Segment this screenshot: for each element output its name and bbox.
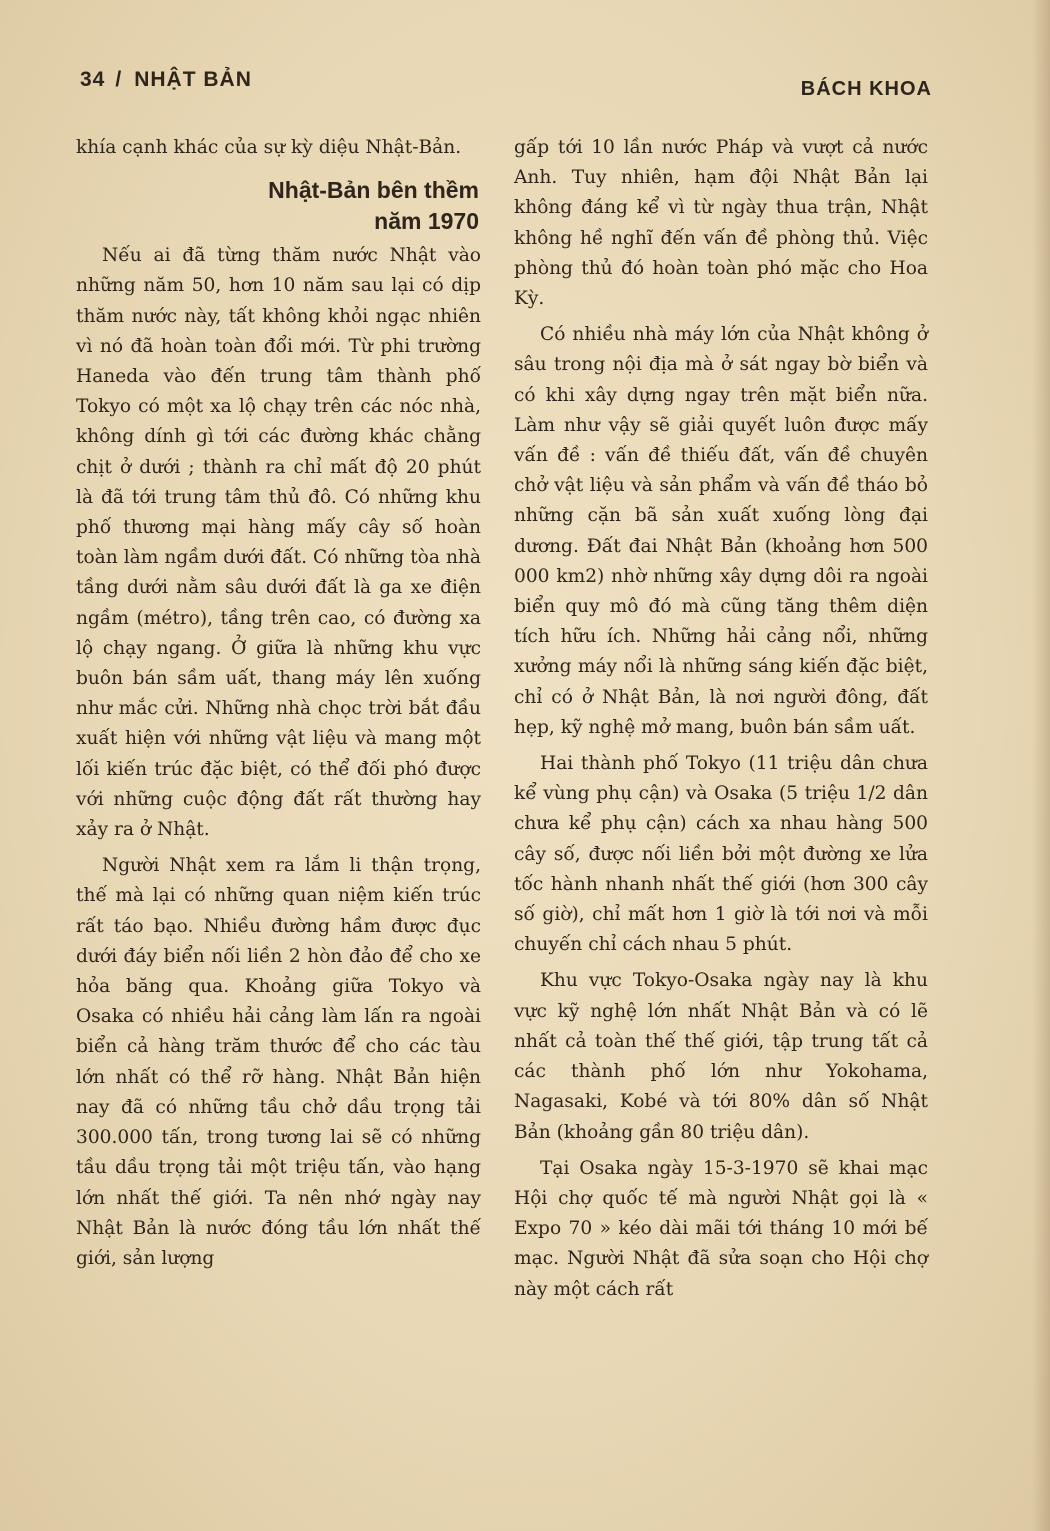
- paragraph: Hai thành phố Tokyo (11 triệu dân chưa kể vùng phụ cận) và Osaka (5 triệu 1/2 dân chưa kể phụ cận) cách xa nhau hàng 500 cây số, được nối liền bởi một đường xe lửa tốc hành nhanh nhất thế giới (hơn 300 cây số giờ), chỉ mất hơn 1 giờ là tới nơi và mỗi chuyến chỉ cách nhau 5 phút.: [514, 753, 928, 956]
- paragraph: Có nhiều nhà máy lớn của Nhật không ở sâu trong nội địa mà ở sát ngay bờ biển và có khi xây dựng ngay trên mặt biển nữa. Làm như vậy sẽ giải quyết luôn được mấy vấn đề : vấn đề thiếu đất, vấn đề chuyên chở vật liệu và sản phẩm và vấn đề tháo bỏ những cặn bã sản xuất xuống lòng đại dương. Đất đai Nhật Bản (khoảng hơn 500 000 km2) nhờ những xây dựng dôi ra ngoài biển quy mô đó mà cũng tăng thêm diện tích hữu ích. Những hải cảng nổi, những xưởng máy nổi là những sáng kiến đặc biệt, chỉ có ở Nhật Bản, là nơi người đông, đất hẹp, kỹ nghệ mở mang, buôn bán sầm uất.: [514, 324, 928, 738]
- paragraph: khía cạnh khác của sự kỳ diệu Nhật-Bản.: [76, 137, 462, 158]
- right-column: [514, 133, 928, 1305]
- left-column: [76, 133, 481, 1274]
- magazine-name: BÁCH KHOA: [800, 78, 932, 100]
- page-number: 34: [80, 68, 106, 91]
- header-separator: /: [115, 68, 123, 91]
- section-heading-line2: năm 1970: [374, 208, 479, 235]
- page-edge-shadow: [1032, 0, 1050, 1531]
- paragraph: Tại Osaka ngày 15-3-1970 sẽ khai mạc Hội chợ quốc tế mà người Nhật gọi là « Expo 70 » kéo dài mãi tới tháng 10 mới bế mạc. Người Nhật đã sửa soạn cho Hội chợ này một cách rất: [514, 1157, 928, 1300]
- paragraph: gấp tới 10 lần nước Pháp và vượt cả nước Anh. Tuy nhiên, hạm đội Nhật Bản lại không đáng kể vì từ ngày thua trận, Nhật không hề nghĩ đến vấn đề phòng thủ. Việc phòng thủ đó hoàn toàn phó mặc cho Hoa Kỳ.: [514, 137, 928, 310]
- paragraph: Khu vực Tokyo-Osaka ngày nay là khu vực kỹ nghệ lớn nhất Nhật Bản và có lẽ nhất cả toàn thế thế giới, tập trung tất cả các thành phố lớn như Yokohama, Nagasaki, Kobé và tới 80% dân số Nhật Bản (khoảng gần 80 triệu dân).: [514, 970, 928, 1143]
- section-heading-line1: Nhật-Bản bên thềm: [268, 177, 479, 204]
- section-heading: [76, 175, 481, 237]
- header-section: NHẬT BẢN: [134, 68, 252, 91]
- paragraph: Nếu ai đã từng thăm nước Nhật vào những năm 50, hơn 10 năm sau lại có dịp thăm nước này, tất không khỏi ngạc nhiên vì nó đã hoàn toàn đổi mới. Từ phi trường Haneda vào đến trung tâm thành phố Tokyo có một xa lộ chạy trên các nóc nhà, không dính gì tới các đường khác chằng chịt ở dưới ; thành ra chỉ mất độ 20 phút là đã tới trung tâm thủ đô. Có những khu phố thương mại hàng mấy cây số hoàn toàn làm ngầm dưới đất. Có những tòa nhà tầng dưới nằm sâu dưới đất là ga xe điện ngầm (métro), tầng trên cao, có đường xa lộ chạy ngang. Ở giữa là những khu vực buôn bán sầm uất, thang máy lên xuống như mắc cửi. Những nhà chọc trời bắt đầu xuất hiện với những vật liệu và mang một lối kiến trúc đặc biệt, có thể đối phó được với những cuộc động đất rất thường hay xảy ra ở Nhật.: [76, 245, 481, 841]
- paragraph: Người Nhật xem ra lắm li thận trọng, thế mà lại có những quan niệm kiến trúc rất táo bạo. Nhiều đường hầm được đục dưới đáy biển nối liền 2 hòn đảo để cho xe hỏa băng qua. Khoảng giữa Tokyo và Osaka có nhiều hải cảng làm lấn ra ngoài biển cả hàng trăm thước để cho các tàu lớn nhất có thể rỡ hàng. Nhật Bản hiện nay đã có những tầu chở dầu trọng tải 300.000 tấn, trong tương lai sẽ có những tầu dầu trọng tải một triệu tấn, vào hạng lớn nhất thế giới. Ta nên nhớ ngày nay Nhật Bản là nước đóng tầu lớn nhất thế giới, sản lượng: [76, 855, 481, 1269]
- running-header-left: [80, 68, 252, 92]
